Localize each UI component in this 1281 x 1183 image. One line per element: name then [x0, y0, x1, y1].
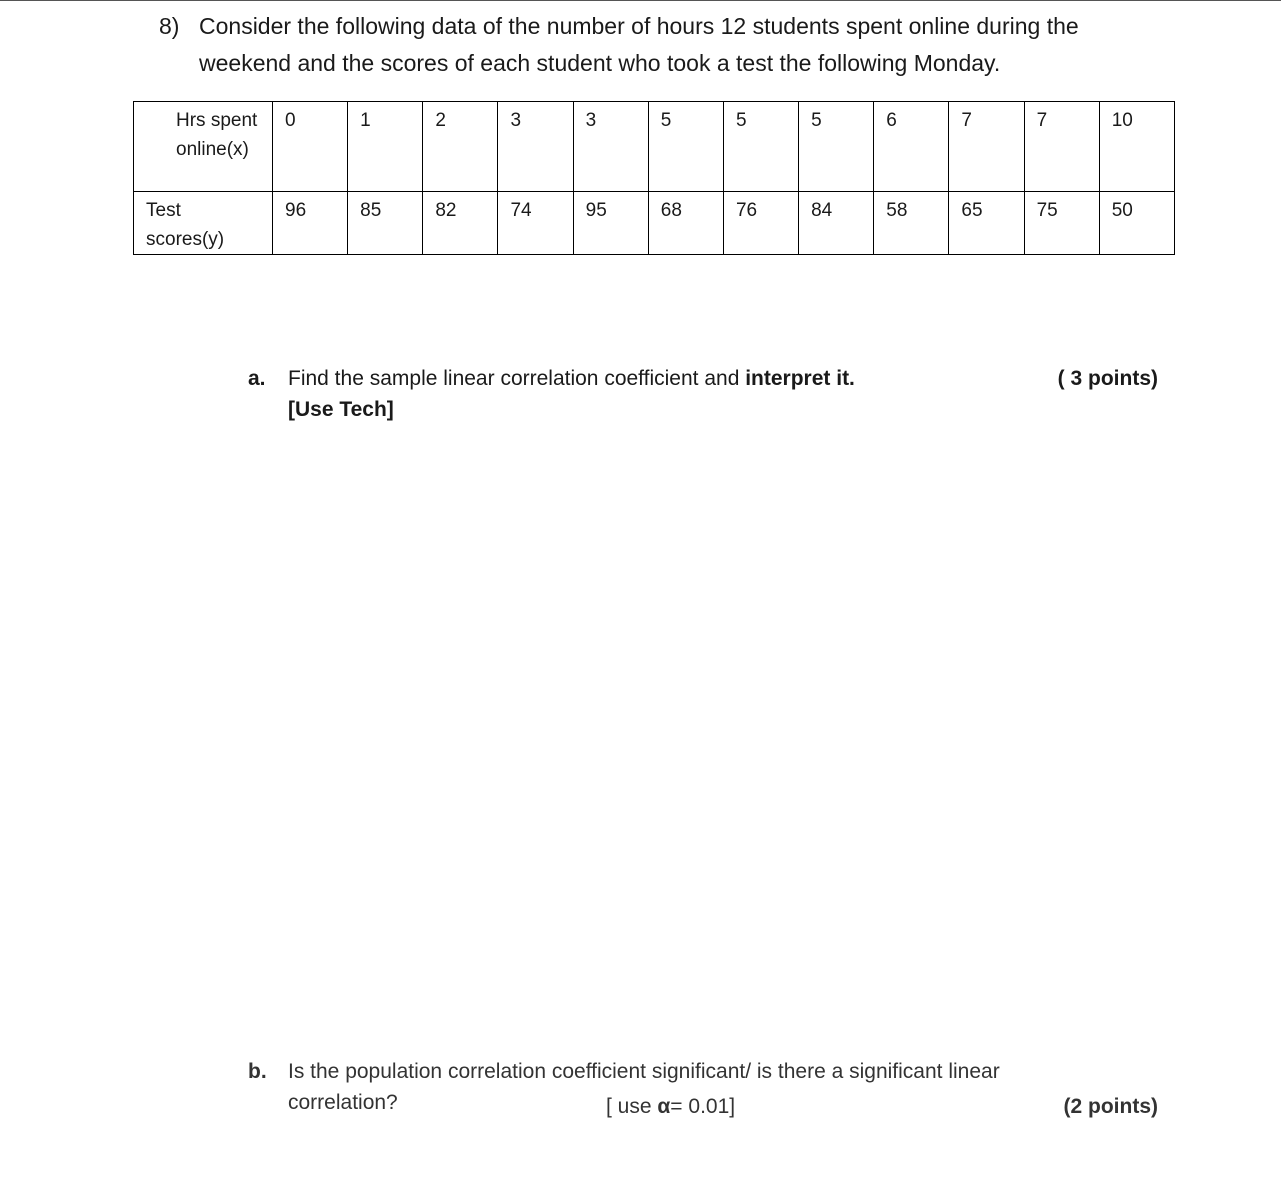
part-a-points: ( 3 points)	[1057, 367, 1158, 390]
part-b-text-line2: correlation?	[288, 1091, 398, 1114]
row-label-x: Hrs spent online(x)	[134, 102, 273, 192]
part-a-text: Find the sample linear correlation coefficient and	[288, 367, 740, 390]
alpha-value: = 0.01]	[670, 1095, 736, 1118]
part-b	[248, 1056, 1158, 1120]
y-cell: 74	[498, 192, 573, 255]
table-row-x	[134, 102, 1175, 192]
y-cell: 85	[348, 192, 423, 255]
x-cell: 5	[723, 102, 798, 192]
y-cell: 96	[273, 192, 348, 255]
y-cell: 82	[423, 192, 498, 255]
y-cell: 84	[799, 192, 874, 255]
part-a-note: [Use Tech]	[288, 398, 394, 421]
y-cell: 50	[1099, 192, 1174, 255]
question-number: 8)	[159, 13, 180, 39]
x-cell: 3	[573, 102, 648, 192]
y-cell: 58	[874, 192, 949, 255]
part-b-letter: b.	[248, 1060, 267, 1083]
x-cell: 5	[648, 102, 723, 192]
alpha-note	[606, 1091, 735, 1122]
y-cell: 65	[949, 192, 1024, 255]
row-label-y: Test scores(y)	[134, 192, 273, 255]
x-cell: 6	[874, 102, 949, 192]
part-a	[248, 363, 1158, 427]
top-rule	[0, 0, 1281, 1]
y-cell: 76	[723, 192, 798, 255]
x-cell: 3	[498, 102, 573, 192]
part-b-points: (2 points)	[1063, 1095, 1158, 1118]
part-b-text: Is the population correlation coefficient significant/ is there a significant linear	[288, 1060, 1000, 1083]
y-cell: 75	[1024, 192, 1099, 255]
x-cell: 10	[1099, 102, 1174, 192]
x-cell: 1	[348, 102, 423, 192]
x-cell: 0	[273, 102, 348, 192]
part-a-text-bold: interpret it.	[745, 367, 855, 390]
x-cell: 7	[949, 102, 1024, 192]
part-a-letter: a.	[248, 367, 266, 390]
alpha-symbol: α	[657, 1095, 671, 1118]
y-cell: 68	[648, 192, 723, 255]
y-cell: 95	[573, 192, 648, 255]
table-row-y	[134, 192, 1175, 255]
x-cell: 2	[423, 102, 498, 192]
x-cell: 7	[1024, 102, 1099, 192]
part-a-prompt	[288, 363, 855, 394]
data-table	[133, 101, 1175, 255]
alpha-prefix: [ use	[606, 1095, 652, 1118]
question-text: Consider the following data of the number of hours 12 students spent online during the weekend and the scores of each student who took a test the following Monday.	[199, 13, 1079, 76]
x-cell: 5	[799, 102, 874, 192]
